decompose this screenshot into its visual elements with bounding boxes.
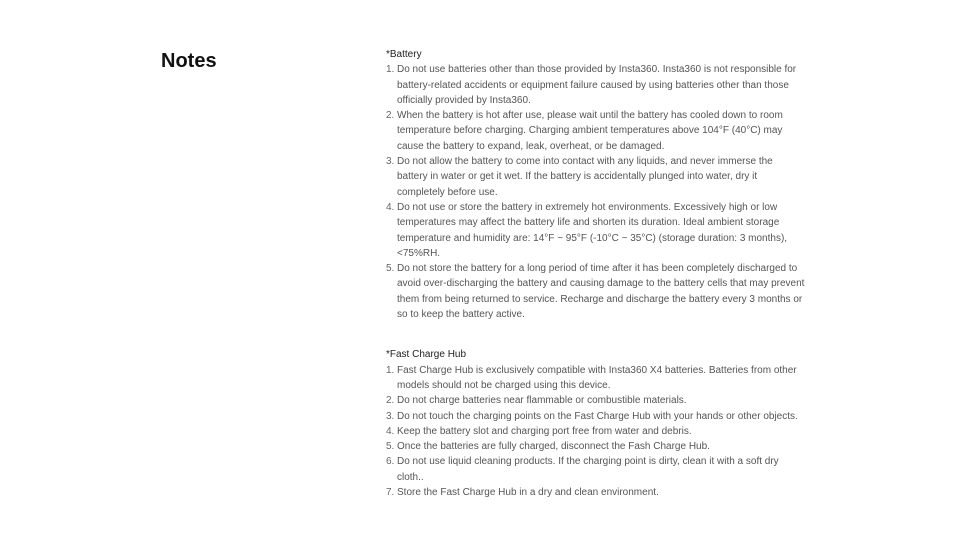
list-item bbox=[386, 154, 806, 200]
item-number: 5. bbox=[386, 441, 395, 453]
item-text: Fast Charge Hub is exclusively compatible with Insta360 X4 batteries. Batteries from other models should not be charged using this device. bbox=[397, 364, 797, 391]
fast-charge-hub-list bbox=[386, 363, 806, 501]
item-number: 6. bbox=[386, 456, 395, 468]
item-number: 3. bbox=[386, 156, 395, 168]
item-text: Do not use or store the battery in extremely hot environments. Excessively high or low temperatures may affect the battery life and shorten its duration. Ideal ambient storage temperature and humidity are: 14°F ~ 95°F (-10°C ~ 35°C) (storage duration: 3 months), <75%RH. bbox=[397, 201, 788, 259]
list-item bbox=[386, 424, 806, 439]
list-item bbox=[386, 200, 806, 261]
item-text: Store the Fast Charge Hub in a dry and clean environment. bbox=[397, 487, 659, 499]
list-item bbox=[386, 485, 806, 500]
item-text: Do not touch the charging points on the Fast Charge Hub with your hands or other objects. bbox=[397, 410, 798, 422]
page-title: Notes bbox=[161, 50, 217, 72]
item-number: 5. bbox=[386, 263, 395, 275]
list-item bbox=[386, 62, 806, 108]
item-text: Do not store the battery for a long period of time after it has been completely discharged to avoid over-discharging the battery and causing damage to the battery cells that may prevent them from being returned to service. Recharge and discharge the battery every 3 months or so to keep the battery active. bbox=[397, 263, 805, 321]
list-item bbox=[386, 261, 806, 322]
item-text: Do not use liquid cleaning products. If the charging point is dirty, clean it with a soft dry cloth.. bbox=[397, 456, 779, 483]
item-text: Do not use batteries other than those provided by Insta360. Insta360 is not responsible for battery-related accidents or equipment failure caused by using batteries other than those officially provided by Insta360. bbox=[397, 64, 797, 106]
notes-content bbox=[386, 47, 806, 500]
battery-section bbox=[386, 47, 806, 322]
section-spacer bbox=[386, 322, 806, 347]
item-number: 1. bbox=[386, 64, 395, 76]
battery-heading: *Battery bbox=[386, 49, 422, 60]
item-number: 1. bbox=[386, 364, 395, 376]
item-number: 2. bbox=[386, 395, 395, 407]
list-item bbox=[386, 363, 806, 394]
list-item bbox=[386, 108, 806, 154]
item-number: 3. bbox=[386, 410, 395, 422]
item-number: 7. bbox=[386, 487, 395, 499]
item-text: Keep the battery slot and charging port free from water and debris. bbox=[397, 425, 692, 437]
item-number: 2. bbox=[386, 110, 395, 122]
list-item bbox=[386, 454, 806, 485]
list-item bbox=[386, 439, 806, 454]
fast-charge-hub-heading: *Fast Charge Hub bbox=[386, 349, 467, 361]
item-text: When the battery is hot after use, please wait until the battery has cooled down to room temperature before charging. Charging ambient temperatures above 104°F (40°C) may cause the battery to expand, leak, overheat, or be damaged. bbox=[397, 110, 783, 152]
list-item bbox=[386, 393, 806, 408]
item-number: 4. bbox=[386, 201, 395, 213]
fast-charge-hub-section bbox=[386, 347, 806, 500]
battery-list bbox=[386, 62, 806, 322]
item-number: 4. bbox=[386, 425, 395, 437]
item-text: Do not allow the battery to come into contact with any liquids, and never immerse the battery in water or get it wet. If the battery is accidentally plunged into water, dry it completely before use. bbox=[397, 156, 773, 198]
item-text: Do not charge batteries near flammable or combustible materials. bbox=[397, 395, 687, 407]
item-text: Once the batteries are fully charged, disconnect the Fash Charge Hub. bbox=[397, 441, 710, 453]
list-item bbox=[386, 409, 806, 424]
